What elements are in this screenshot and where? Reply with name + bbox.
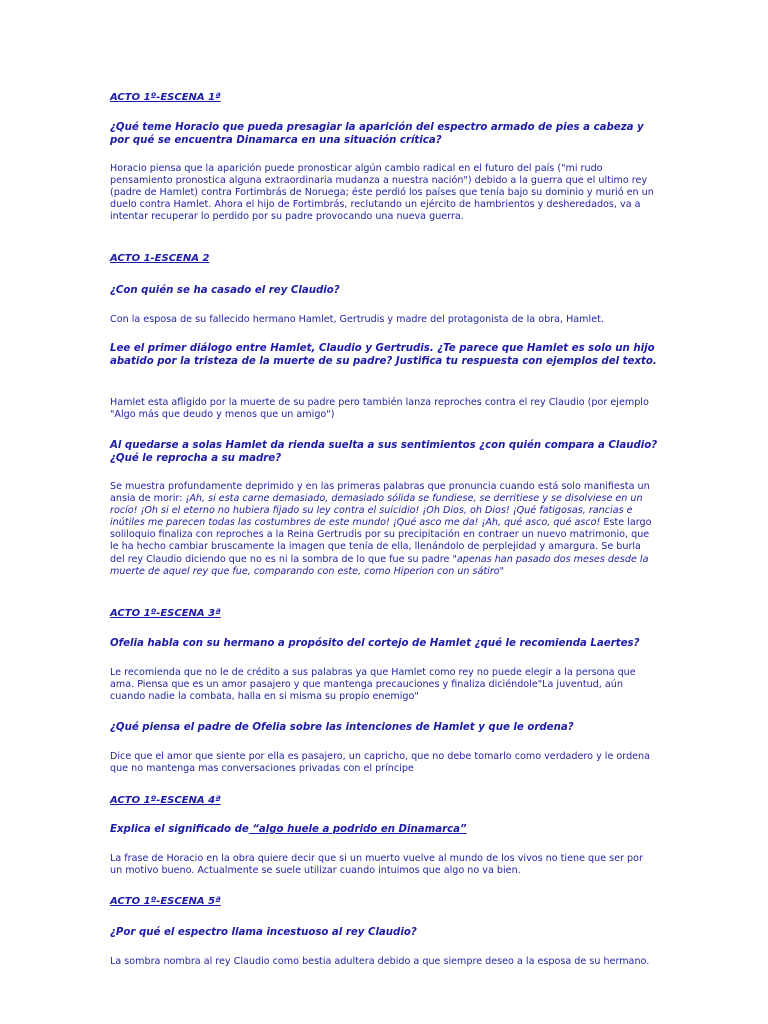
answer-casado-claudio: Con la esposa de su fallecido hermano Hamlet, Gertrudis y madre del protagonista de la obra, Hamlet. [110, 314, 604, 325]
heading-acto1-escena3: ACTO 1º-ESCENA 3ª [110, 608, 221, 619]
heading-acto1-escena5: ACTO 1º-ESCENA 5ª [110, 896, 221, 907]
question-horacio-presagio: ¿Qué teme Horacio que pueda presagiar la aparición del espectro armado de pies a cabeza y por qué se encuentra Dinamarca en una situación crítica? [110, 122, 644, 146]
heading-acto1-escena1: ACTO 1º-ESCENA 1ª [110, 92, 221, 103]
question-primer-dialogo: Lee el primer diálogo entre Hamlet, Claudio y Gertrudis. ¿Te parece que Hamlet es solo un hijo abatido por la tristeza de la muerte de su padre? Justifica tu respuesta con ejemplos del texto. [110, 343, 657, 367]
answer-laertes: Le recomienda que no le de crédito a sus palabras ya que Hamlet como rey no puede elegir a la persona que ama. Piensa que es un amor pasajero y que mantenga precauciones y finaliza diciéndole"La juventud, aún cuando nadie la combata, halla en si misma su propio enemigo" [110, 667, 636, 703]
answer-soliloquio-part1: Se muestra profundamente deprimido y en las primeras palabras que pronuncia cuando está solo manifiesta un ansia de morir: [110, 481, 650, 505]
question-laertes: Ofelia habla con su hermano a propósito del cortejo de Hamlet ¿qué le recomienda Laertes? [110, 638, 640, 649]
question-soliloquio: Al quedarse a solas Hamlet da rienda suelta a sus sentimientos ¿con quién compara a Claudio? ¿Qué le reprocha a su madre? [110, 440, 658, 464]
heading-acto1-escena2: ACTO 1-ESCENA 2 [110, 253, 210, 264]
question-casado-claudio: ¿Con quién se ha casado el rey Claudio? [110, 285, 340, 296]
answer-soliloquio-quote1: ¡Ah, si esta carne demasiado, demasiado sólida se fundiese, se derritiese y se disolviese en un rocío! ¡Oh si el eterno no hubiera fijado su ley contra el suicidio! ¡Oh Dios, oh Dios! ¡Qué fatigosas, rancias e inútiles me parecen todas las costumbres de este mundo! ¡Qué asco me da! ¡Ah, qué asco, qué asco! [110, 493, 643, 529]
question-algo-huele-prefix: Explica el significado de [110, 824, 249, 835]
question-espectro-incestuoso: ¿Por qué el espectro llama incestuoso al rey Claudio? [110, 927, 417, 938]
answer-soliloquio-part2: Este largo soliloquio finaliza con reproches a la Reina Gertrudis por su precipitación en contraer un nuevo matrimonio, que le ha hecho cambiar bruscamente la imagen que tenía de ella, llenándolo de perplejidad y amargura. Se burla del rey Claudio diciendo que no es ni la sombra de lo que fue su padre [110, 517, 652, 565]
answer-soliloquio [110, 481, 658, 578]
answer-soliloquio-quote2: "apenas han pasado dos meses desde la muerte de aquel rey que fue, comparando con este, como Hiperion con un sátiro" [110, 553, 649, 577]
question-algo-huele [110, 823, 658, 836]
answer-algo-huele: La frase de Horacio en la obra quiere decir que si un muerto vuelve al mundo de los vivos no tiene que ser por un motivo bueno. Actualmente se suele utilizar cuando intuimos que algo no va bien. [110, 853, 643, 877]
question-padre-ofelia: ¿Qué piensa el padre de Ofelia sobre las intenciones de Hamlet y que le ordena? [110, 722, 574, 733]
answer-padre-ofelia: Dice que el amor que siente por ella es pasajero, un capricho, que no debe tomarlo como verdadero y le ordena que no mantenga mas conversaciones privadas con el príncipe [110, 751, 651, 775]
answer-horacio-presagio: Horacio piensa que la aparición puede pronosticar algún cambio radical en el futuro del país ("mi rudo pensamiento pronostica alguna extraordinaria mudanza a nuestra nación") debido a la guerra que el ultimo rey (padre de Hamlet) contra Fortimbrás de Noruega; éste perdió los países que tenía bajo su dominio y murió en un duelo contra Hamlet. Ahora el hijo de Fortimbrás, reclutando un ejército de hambrientos y desheredados, va a intentar recuperar lo perdido por su padre provocando una nueva guerra. [110, 163, 654, 223]
answer-espectro-incestuoso: La sombra nombra al rey Claudio como bestia adultera debido a que siempre deseo a la esposa de su hermano. [110, 956, 650, 967]
question-algo-huele-quote: “algo huele a podrido en Dinamarca” [248, 824, 467, 835]
answer-primer-dialogo: Hamlet esta afligido por la muerte de su padre pero también lanza reproches contra el rey Claudio (por ejemplo "Algo más que deudo y menos que un amigo") [110, 397, 649, 421]
heading-acto1-escena4: ACTO 1º-ESCENA 4ª [110, 795, 221, 806]
